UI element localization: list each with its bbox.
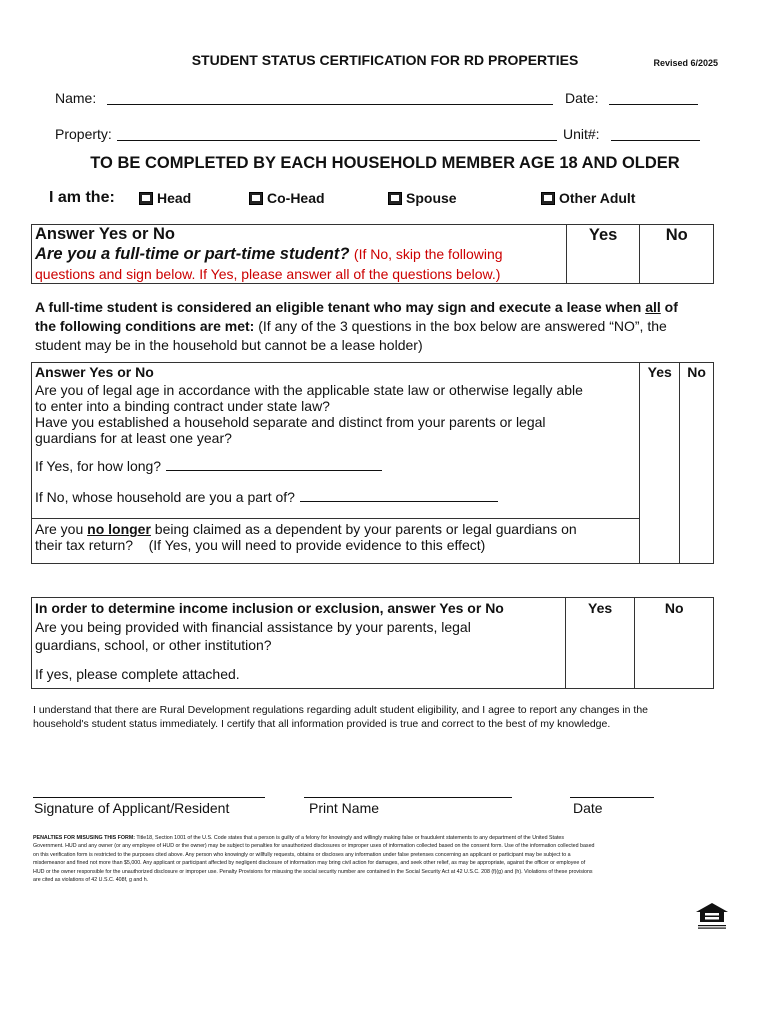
role-option-label: Other Adult [559, 190, 636, 206]
eligibility-all: all [645, 299, 661, 315]
role-head-checkbox[interactable] [139, 190, 191, 206]
role-cohead-checkbox[interactable] [249, 190, 325, 206]
no-label: No [664, 600, 684, 616]
property-label: Property: [55, 126, 112, 142]
checkbox-icon [388, 192, 402, 205]
whose-household-field[interactable] [300, 491, 498, 502]
conditions-no-cell[interactable] [680, 363, 714, 564]
equal-housing-logo [695, 902, 729, 935]
penalties-line: on this verification form is restricted to the purposes cited above. Any person who knowingly or willfully requests, obtains or discloses any information under false pretenses concerning an applicant or participant may be subject to a [33, 851, 571, 858]
whose-household-label: If No, whose household are you a part of? [35, 489, 295, 505]
signature-field[interactable] [33, 797, 265, 798]
eligibility-conditions-table [31, 362, 714, 564]
skip-note-cont: questions and sign below. If Yes, please answer all of the questions below.) [35, 266, 501, 282]
role-other-adult-checkbox[interactable] [541, 190, 635, 206]
checkbox-icon [541, 192, 555, 205]
complete-attached-note: If yes, please complete attached. [35, 666, 240, 682]
dependent-question-cont: being claimed as a dependent by your parents or legal guardians on [150, 521, 577, 537]
date-label: Date: [565, 90, 599, 106]
income-question-cell [32, 598, 566, 689]
form-title: STUDENT STATUS CERTIFICATION FOR RD PROPERTIES [191, 52, 579, 68]
section-heading: TO BE COMPLETED BY EACH HOUSEHOLD MEMBER AGE 18 AND OLDER [90, 154, 680, 172]
student-question: Are you a full-time or part-time student? [35, 245, 350, 263]
unit-label: Unit#: [563, 126, 600, 142]
penalties-title: PENALTIES FOR MISUSING THIS FORM: [33, 835, 136, 841]
penalties-line: misdemeanor and fined not more than $5,000. Any applicant or participant affected by negligent disclosure of information may bring civil action for damages, and seek other relief, as may be appropriate, against the officer or employee of [33, 860, 586, 867]
separate-household-question-cont: guardians for at least one year? [35, 430, 232, 446]
conditions-questions-cell [32, 363, 640, 564]
yes-label: Yes [647, 364, 672, 380]
student-yes-cell[interactable] [566, 225, 640, 284]
eligibility-line2: (If any of the 3 questions in the box below are answered “NO”, the [254, 318, 667, 334]
role-spouse-checkbox[interactable] [388, 190, 457, 206]
student-status-table [31, 224, 714, 284]
revision-date: Revised 6/2025 [653, 58, 718, 68]
signature-date-field[interactable] [570, 797, 654, 798]
student-no-cell[interactable] [640, 225, 714, 284]
legal-age-question-cont: to enter into a binding contract under state law? [35, 398, 330, 414]
eligibility-line2-bold: the following conditions are met: [35, 318, 255, 334]
yes-label: Yes [588, 226, 618, 244]
dependent-question: Are you [35, 521, 88, 537]
skip-note: (If No, skip the following [353, 246, 503, 262]
no-label: No [687, 364, 706, 380]
penalties-text [33, 834, 733, 884]
penalties-line: HUD or the owner responsible for the unauthorized disclosure or improper use. Penalty Provisions for misusing the social security number are contained in the Social Security Act at 42 U.S.C. 208 (f)(g) and (h). Violations of these provisions [33, 868, 593, 875]
name-field[interactable] [107, 104, 553, 105]
financial-assistance-question-cont: guardians, school, or other institution? [35, 637, 272, 653]
tax-return-text: their tax return? [35, 537, 134, 553]
equal-housing-icon [695, 902, 729, 930]
income-table [31, 597, 714, 689]
name-label: Name: [55, 90, 97, 106]
income-no-cell[interactable] [635, 598, 714, 689]
penalties-line: Title18, Section 1001 of the U.S. Code states that a person is guilty of a felony for knowingly and willingly making false or fraudulent statements to any department of the United States [135, 835, 565, 841]
signature-date-label: Date [573, 800, 603, 816]
role-option-label: Co-Head [267, 190, 325, 206]
role-option-label: Head [157, 190, 192, 206]
role-option-label: Spouse [406, 190, 457, 206]
financial-assistance-question: Are you being provided with financial assistance by your parents, legal [35, 619, 471, 635]
income-yes-cell[interactable] [565, 598, 635, 689]
eligibility-line1-end: of [660, 299, 678, 315]
unit-field[interactable] [611, 140, 700, 141]
no-label: No [665, 226, 688, 244]
how-long-label: If Yes, for how long? [35, 458, 162, 474]
legal-age-question: Are you of legal age in accordance with the applicable state law or otherwise legally able [35, 382, 583, 398]
print-name-field[interactable] [304, 797, 512, 798]
penalties-line: are cited as violations of 42 U.S.C. 408f, g and h. [33, 877, 149, 884]
checkbox-icon [139, 192, 153, 205]
certification-line2: household's student status immediately. I certify that all information provided is true and correct to the best of my knowledge. [33, 718, 611, 730]
evidence-note: (If Yes, you will need to provide evidence to this effect) [148, 537, 486, 553]
conditions-yes-cell[interactable] [640, 363, 680, 564]
table-header: In order to determine income inclusion or exclusion, answer Yes or No [35, 600, 504, 616]
eligibility-line3: student may be in the household but cannot be a lease holder) [35, 337, 423, 353]
separate-household-question: Have you established a household separate and distinct from your parents or legal [35, 414, 546, 430]
signature-label: Signature of Applicant/Resident [34, 800, 230, 816]
property-field[interactable] [117, 140, 557, 141]
table-header: Answer Yes or No [35, 364, 154, 380]
print-name-label: Print Name [309, 800, 380, 816]
table-header: Answer Yes or No [35, 225, 176, 243]
student-question-cell [32, 225, 567, 284]
certification-text [33, 703, 733, 731]
eligibility-paragraph [35, 298, 735, 355]
certification-line1: I understand that there are Rural Development regulations regarding adult student eligibility, and I agree to report any changes in the [33, 704, 649, 716]
yes-label: Yes [588, 600, 613, 616]
eligibility-line1: A full-time student is considered an eligible tenant who may sign and execute a lease when [35, 299, 646, 315]
penalties-line: Government. HUD and any owner (or any employee of HUD or the owner) may be subject to penalties for unauthorized disclosures or improper uses of information collected based on the consent form. Use of the information collected based [33, 843, 595, 850]
how-long-field[interactable] [166, 460, 382, 471]
date-field[interactable] [609, 104, 698, 105]
role-label: I am the: [49, 189, 115, 206]
no-longer-text: no longer [87, 521, 151, 537]
checkbox-icon [249, 192, 263, 205]
